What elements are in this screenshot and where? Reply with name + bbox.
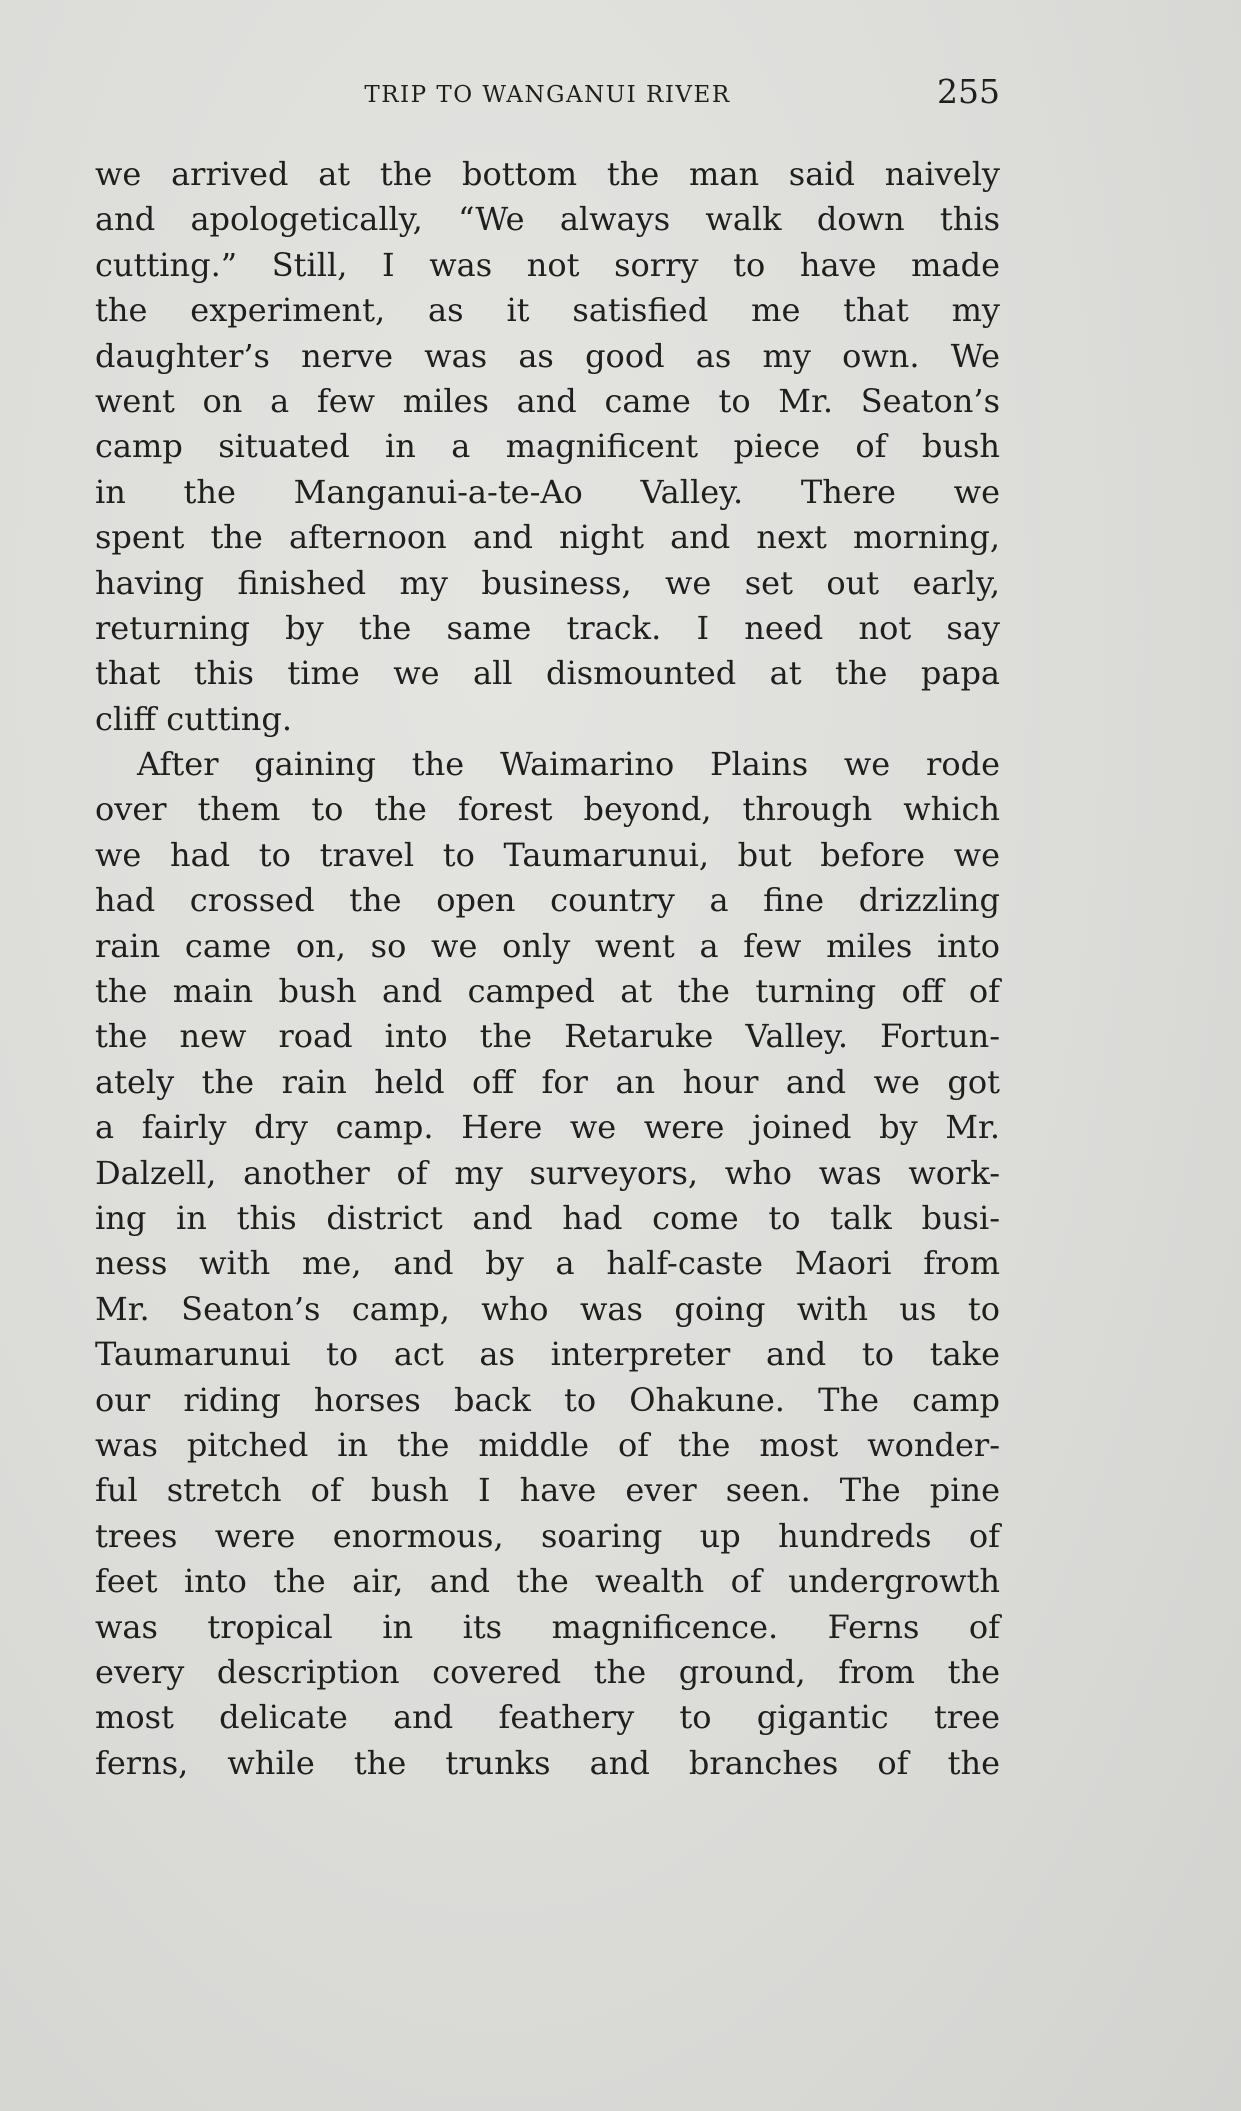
text-line: most delicate and feathery to gigantic tree	[95, 1698, 1000, 1737]
text-line: the main bush and camped at the turning off of	[95, 972, 1000, 1011]
text-line: daughter’s nerve was as good as my own. We	[95, 336, 1000, 375]
body-text	[95, 152, 1000, 1786]
paragraph-end-line: cliff cutting.	[95, 699, 293, 738]
running-head	[95, 72, 1000, 116]
text-line: Dalzell, another of my surveyors, who was work-	[95, 1153, 1000, 1192]
text-line: the experiment, as it satisfied me that my	[95, 291, 1000, 330]
text-line: ferns, while the trunks and branches of the	[95, 1743, 1000, 1782]
text-line: every description covered the ground, from the	[95, 1652, 1000, 1691]
text-line: and apologetically, “We always walk down this	[95, 200, 1000, 239]
text-line: in the Manganui-a-te-Ao Valley. There we	[95, 472, 1000, 511]
text-line: camp situated in a magnificent piece of bush	[95, 427, 1000, 466]
text-line: ness with me, and by a half-caste Maori from	[95, 1244, 1000, 1283]
text-line: ful stretch of bush I have ever seen. The pine	[95, 1471, 1000, 1510]
running-title: TRIP TO WANGANUI RIVER	[364, 82, 731, 108]
text-line: a fairly dry camp. Here we were joined by Mr.	[95, 1108, 1000, 1147]
text-line: was pitched in the middle of the most wonder-	[95, 1425, 1000, 1464]
page-number: 255	[937, 72, 1000, 111]
text-line: cutting.” Still, I was not sorry to have made	[95, 245, 1000, 284]
text-line: was tropical in its magnificence. Ferns of	[95, 1607, 1000, 1646]
text-line: ately the rain held off for an hour and we got	[95, 1062, 1000, 1101]
text-line: returning by the same track. I need not say	[95, 608, 1000, 647]
text-line: Mr. Seaton’s camp, who was going with us to	[95, 1289, 1000, 1328]
text-line: having finished my business, we set out early,	[95, 563, 1000, 602]
text-line: that this time we all dismounted at the papa	[95, 654, 1000, 693]
text-line: ing in this district and had come to talk busi-	[95, 1198, 1000, 1237]
text-line: had crossed the open country a fine drizzling	[95, 881, 1000, 920]
text-line: the new road into the Retaruke Valley. Fortun-	[95, 1017, 1000, 1056]
text-line: Taumarunui to act as interpreter and to take	[95, 1335, 1000, 1374]
text-line: spent the afternoon and night and next morning,	[95, 518, 1000, 557]
text-line: over them to the forest beyond, through which	[95, 790, 1000, 829]
text-line: feet into the air, and the wealth of undergrowth	[95, 1562, 1000, 1601]
text-line: we arrived at the bottom the man said naively	[95, 155, 1000, 193]
text-line: trees were enormous, soaring up hundreds of	[95, 1516, 1000, 1555]
text-line: went on a few miles and came to Mr. Seaton’s	[95, 381, 1000, 420]
text-line: rain came on, so we only went a few miles into	[95, 926, 1000, 965]
text-line: we had to travel to Taumarunui, but before we	[95, 835, 1000, 874]
paragraph-start-line: After gaining the Waimarino Plains we rode	[137, 745, 1000, 784]
text-line: our riding horses back to Ohakune. The camp	[95, 1380, 1000, 1419]
